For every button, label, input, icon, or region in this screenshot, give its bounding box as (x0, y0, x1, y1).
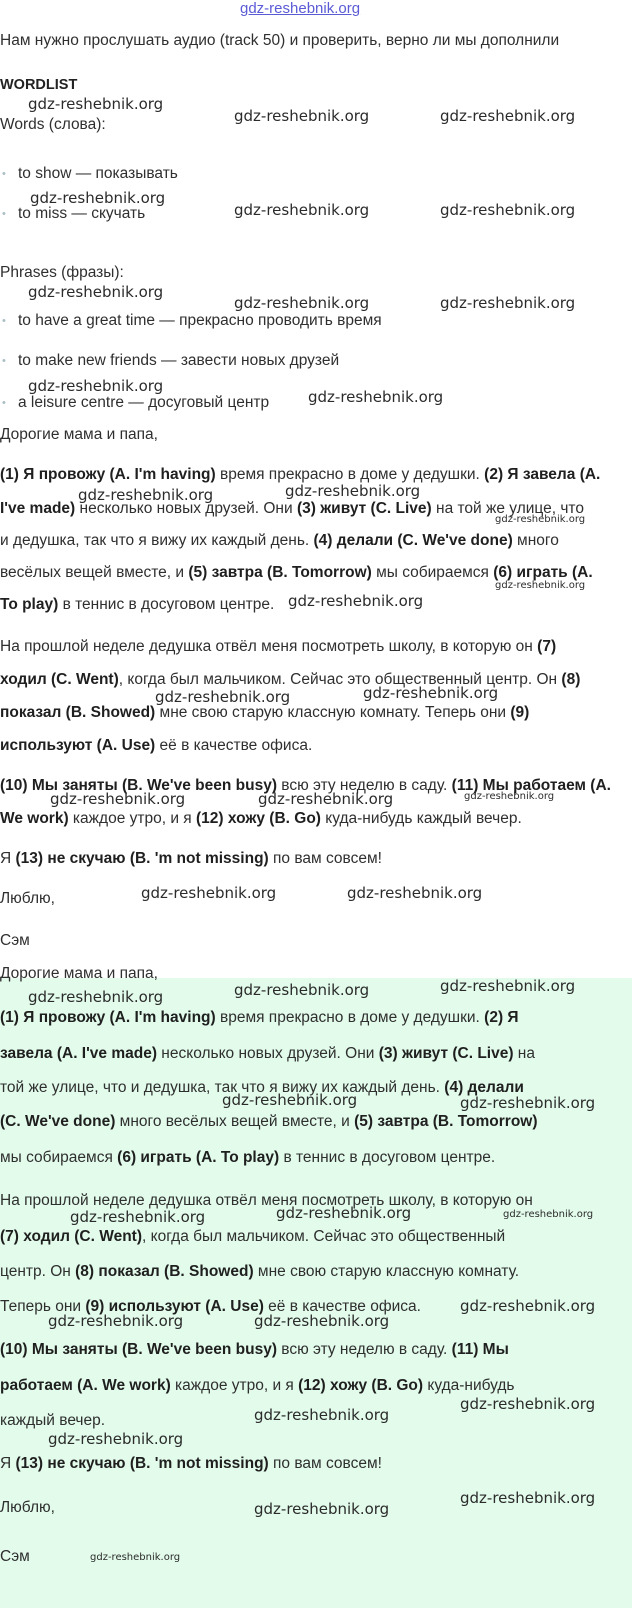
letter1-line: ходил (C. Went), когда был мальчиком. Сейчас это общественный центр. Он (8) (0, 671, 581, 688)
watermark: gdz-reshebnik.org (460, 1489, 596, 1507)
watermark: gdz-reshebnik.org (28, 95, 164, 113)
letter2-line: Теперь они (9) используют (A. Use) её в качестве офиса. (0, 1298, 421, 1315)
letter2-signature: Сэм (0, 1548, 30, 1565)
word-item: • to show — показывать (18, 163, 178, 185)
answer-6: (6) играть (A. (493, 564, 593, 581)
watermark: gdz-reshebnik.org (254, 1312, 390, 1330)
letter1-line: (1) Я провожу (A. I'm having) время прекрасно в доме у дедушки. (2) Я завела (A. (0, 466, 601, 483)
phrase-item: • to have a great time — прекрасно проводить время (18, 310, 382, 332)
letter1-line: весёлых вещей вместе, и (5) завтра (B. Tomorrow) мы собираемся (6) играть (A. (0, 564, 593, 581)
watermark: gdz-reshebnik.org (440, 107, 576, 125)
watermark: gdz-reshebnik.org (254, 1406, 390, 1424)
answer-7: (7) (537, 638, 557, 655)
letter2-line: Я (13) не скучаю (B. 'm not missing) по вам совсем! (0, 1455, 382, 1472)
watermark: gdz-reshebnik.org (285, 482, 421, 500)
watermark: gdz-reshebnik.org (234, 981, 370, 999)
letter2-line: той же улице, что и дедушка, так что я вижу их каждый день. (4) делали (0, 1079, 524, 1096)
watermark: gdz-reshebnik.org (28, 988, 164, 1006)
watermark: gdz-reshebnik.org (460, 1297, 596, 1315)
letter1-line: используют (A. Use) её в качестве офиса. (0, 737, 313, 754)
answer-12: (12) хожу (B. Go) (196, 810, 321, 827)
letter2-closing: Люблю, (0, 1499, 55, 1516)
watermark: gdz-reshebnik.org (276, 1204, 412, 1222)
phrase-item: • a leisure centre — досуговый центр (18, 392, 269, 414)
letter2-greeting: Дорогие мама и папа, (0, 965, 158, 982)
letter2-line: работаем (A. We work) каждое утро, и я (12) хожу (B. Go) куда-нибудь (0, 1377, 515, 1394)
cut-divider (0, 62, 632, 70)
answer-1: (1) Я провожу (A. I'm having) (0, 466, 216, 483)
watermark: gdz-reshebnik.org (155, 688, 291, 706)
answer-13: (13) не скучаю (B. 'm not missing) (15, 850, 269, 867)
letter1-line: I've made) несколько новых друзей. Они (3) живут (C. Live) на той же улице, что (0, 500, 584, 517)
answer-2: (2) Я завела (A. (484, 466, 601, 483)
letter2-line: завела (A. I've made) несколько новых друзей. Они (3) живут (C. Live) на (0, 1045, 535, 1062)
watermark: gdz-reshebnik.org (234, 201, 370, 219)
watermark: gdz-reshebnik.org (495, 580, 586, 591)
answer-3: (3) живут (C. Live) (296, 500, 432, 517)
letter1-line: и дедушка, так что я вижу их каждый день. (4) делали (C. We've done) много (0, 532, 559, 549)
letter1-line: Я (13) не скучаю (B. 'm not missing) по вам совсем! (0, 850, 382, 867)
letter1-closing: Люблю, (0, 890, 55, 907)
watermark: gdz-reshebnik.org (288, 592, 424, 610)
watermark: gdz-reshebnik.org (90, 1552, 181, 1563)
watermark: gdz-reshebnik.org (347, 884, 483, 902)
letter1-line: We work) каждое утро, и я (12) хожу (B. Go) куда-нибудь каждый вечер. (0, 810, 522, 827)
word-item: • to miss — скучать (18, 203, 145, 225)
letter2-line: (1) Я провожу (A. I'm having) время прекрасно в доме у дедушки. (2) Я (0, 1009, 519, 1026)
letter1-line: To play) в теннис в досуговом центре. (0, 596, 275, 613)
letter1-greeting: Дорогие мама и папа, (0, 426, 158, 443)
watermark: gdz-reshebnik.org (308, 388, 444, 406)
watermark: gdz-reshebnik.org (30, 189, 166, 207)
words-heading: Words (слова): (0, 116, 106, 133)
letter2-line: На прошлой неделе дедушка отвёл меня посмотреть школу, в которую он (0, 1192, 533, 1209)
answer-4: (4) делали (C. We've done) (313, 532, 513, 549)
wordlist-title: WORDLIST (0, 77, 78, 93)
letter1-line: (10) Мы заняты (B. We've been busy) всю эту неделю в саду. (11) Мы работаем (A. (0, 777, 611, 794)
watermark: gdz-reshebnik.org (258, 790, 394, 808)
letter2-line: (7) ходил (C. Went), когда был мальчиком. Сейчас это общественный (0, 1228, 506, 1245)
watermark: gdz-reshebnik.org (440, 201, 576, 219)
intro-text: Нам нужно прослушать аудио (track 50) и проверить, верно ли мы дополнили (0, 32, 560, 49)
answer-11: (11) Мы работаем (A. (451, 777, 611, 794)
watermark: gdz-reshebnik.org (363, 684, 499, 702)
letter1-line: На прошлой неделе дедушка отвёл меня посмотреть школу, в которую он (7) (0, 638, 557, 655)
watermark: gdz-reshebnik.org (50, 790, 186, 808)
watermark: gdz-reshebnik.org (70, 1208, 206, 1226)
watermark: gdz-reshebnik.org (464, 791, 555, 802)
watermark: gdz-reshebnik.org (460, 1094, 596, 1112)
watermark: gdz-reshebnik.org (234, 294, 370, 312)
letter2-line: каждый вечер. (0, 1412, 106, 1429)
watermark: gdz-reshebnik.org (254, 1500, 390, 1518)
watermark: gdz-reshebnik.org (28, 377, 164, 395)
watermark: gdz-reshebnik.org (48, 1312, 184, 1330)
phrases-heading: Phrases (фразы): (0, 264, 124, 281)
letter2-line: мы собираемся (6) играть (A. To play) в теннис в досуговом центре. (0, 1149, 496, 1166)
watermark: gdz-reshebnik.org (234, 107, 370, 125)
answer-5: (5) завтра (B. Tomorrow) (188, 564, 372, 581)
letter2-line: (10) Мы заняты (B. We've been busy) всю эту неделю в саду. (11) Мы (0, 1341, 509, 1358)
watermark: gdz-reshebnik.org (141, 884, 277, 902)
answer-8: (8) (561, 671, 581, 688)
watermark: gdz-reshebnik.org (440, 977, 576, 995)
phrase-item: • to make new friends — завести новых друзей (18, 350, 339, 372)
watermark: gdz-reshebnik.org (503, 1209, 594, 1220)
answer-10: (10) Мы заняты (B. We've been busy) (0, 777, 277, 794)
letter1-line: показал (B. Showed) мне свою старую классную комнату. Теперь они (9) (0, 704, 530, 721)
site-title[interactable]: gdz-reshebnik.org (240, 0, 361, 17)
watermark: gdz-reshebnik.org (460, 1395, 596, 1413)
watermark: gdz-reshebnik.org (495, 514, 586, 525)
letter2-line: (C. We've done) много весёлых вещей вместе, и (5) завтра (B. Tomorrow) (0, 1113, 538, 1130)
watermark: gdz-reshebnik.org (78, 486, 214, 504)
watermark: gdz-reshebnik.org (28, 283, 164, 301)
watermark: gdz-reshebnik.org (440, 294, 576, 312)
watermark: gdz-reshebnik.org (222, 1091, 358, 1109)
watermark: gdz-reshebnik.org (48, 1430, 184, 1448)
answer-9: (9) (510, 704, 530, 721)
letter1-signature: Сэм (0, 932, 30, 949)
letter2-line: центр. Он (8) показал (B. Showed) мне свою старую классную комнату. (0, 1263, 520, 1280)
